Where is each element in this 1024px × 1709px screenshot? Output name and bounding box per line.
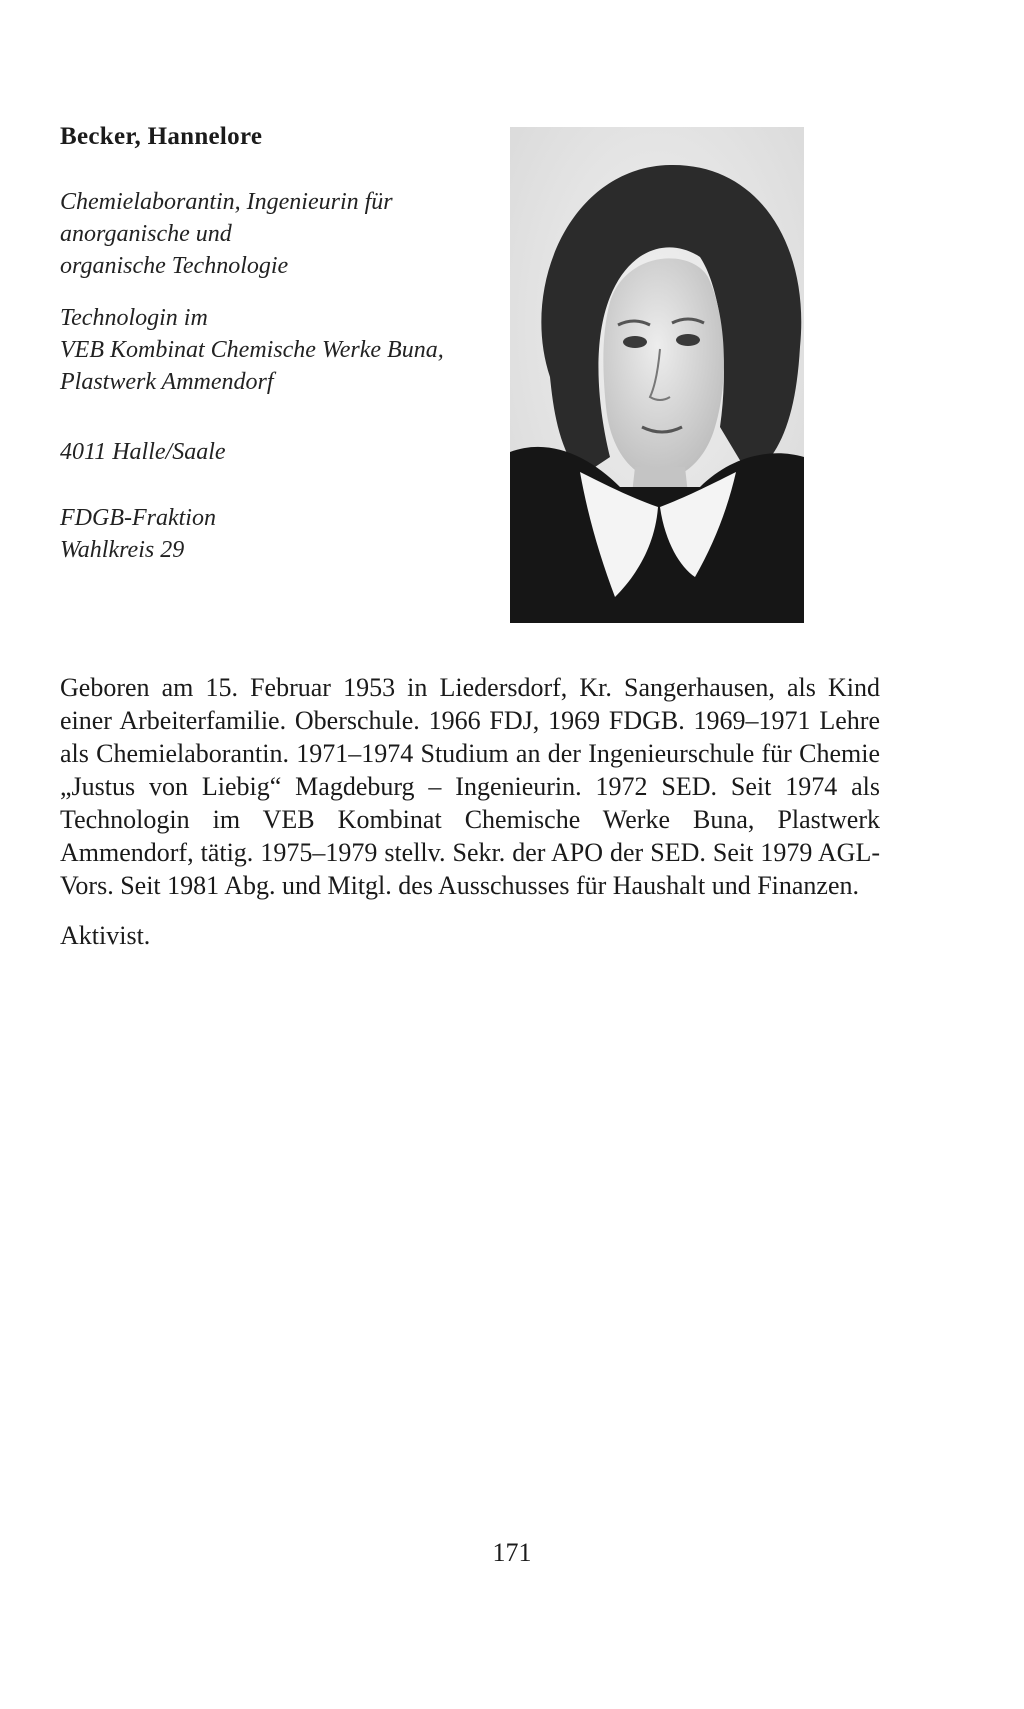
position-line: Plastwerk Ammendorf xyxy=(60,369,274,395)
face-shape xyxy=(603,258,724,479)
faction-block xyxy=(60,502,216,566)
biography-text: Geboren am 15. Februar 1953 in Liedersdorf, Kr. Sangerhausen, als Kind einer Arbeiterfamilie. Oberschule. 1966 FDJ, 1969 FDGB. 1969–1971 Lehre als Chemielaborantin. 1971–1974 Studium an der Ingenieurschule für Chemie „Justus von Liebig“ Magdeburg – Ingenieurin. 1972 SED. Seit 1974 als Technologin im VEB Kombinat Chemische Werke Buna, Plastwerk Ammendorf, tätig. 1975–1979 stellv. Sekr. der APO der SED. Seit 1979 AGL-Vors. Seit 1981 Abg. und Mitgl. des Ausschusses für Haushalt und Finanzen. xyxy=(60,673,880,900)
address-line: 4011 Halle/Saale xyxy=(60,439,226,465)
profession-line: Chemielaborantin, Ingenieurin für xyxy=(60,189,393,215)
address-block xyxy=(60,436,226,468)
constituency-line: Wahlkreis 29 xyxy=(60,537,185,563)
portrait-photo xyxy=(510,127,804,623)
entry-name: Becker, Hannelore xyxy=(60,123,263,150)
profession-line: organische Technologie xyxy=(60,253,289,279)
position-line: Technologin im xyxy=(60,305,208,331)
award-line: Aktivist. xyxy=(60,921,151,950)
position-line: VEB Kombinat Chemische Werke Buna, xyxy=(60,337,444,363)
profession-block xyxy=(60,186,393,282)
biography xyxy=(60,671,880,902)
position-block xyxy=(60,302,444,398)
faction-line: FDGB-Fraktion xyxy=(60,505,216,531)
profession-line: anorganische und xyxy=(60,221,232,247)
page-number: 171 xyxy=(492,1538,532,1567)
